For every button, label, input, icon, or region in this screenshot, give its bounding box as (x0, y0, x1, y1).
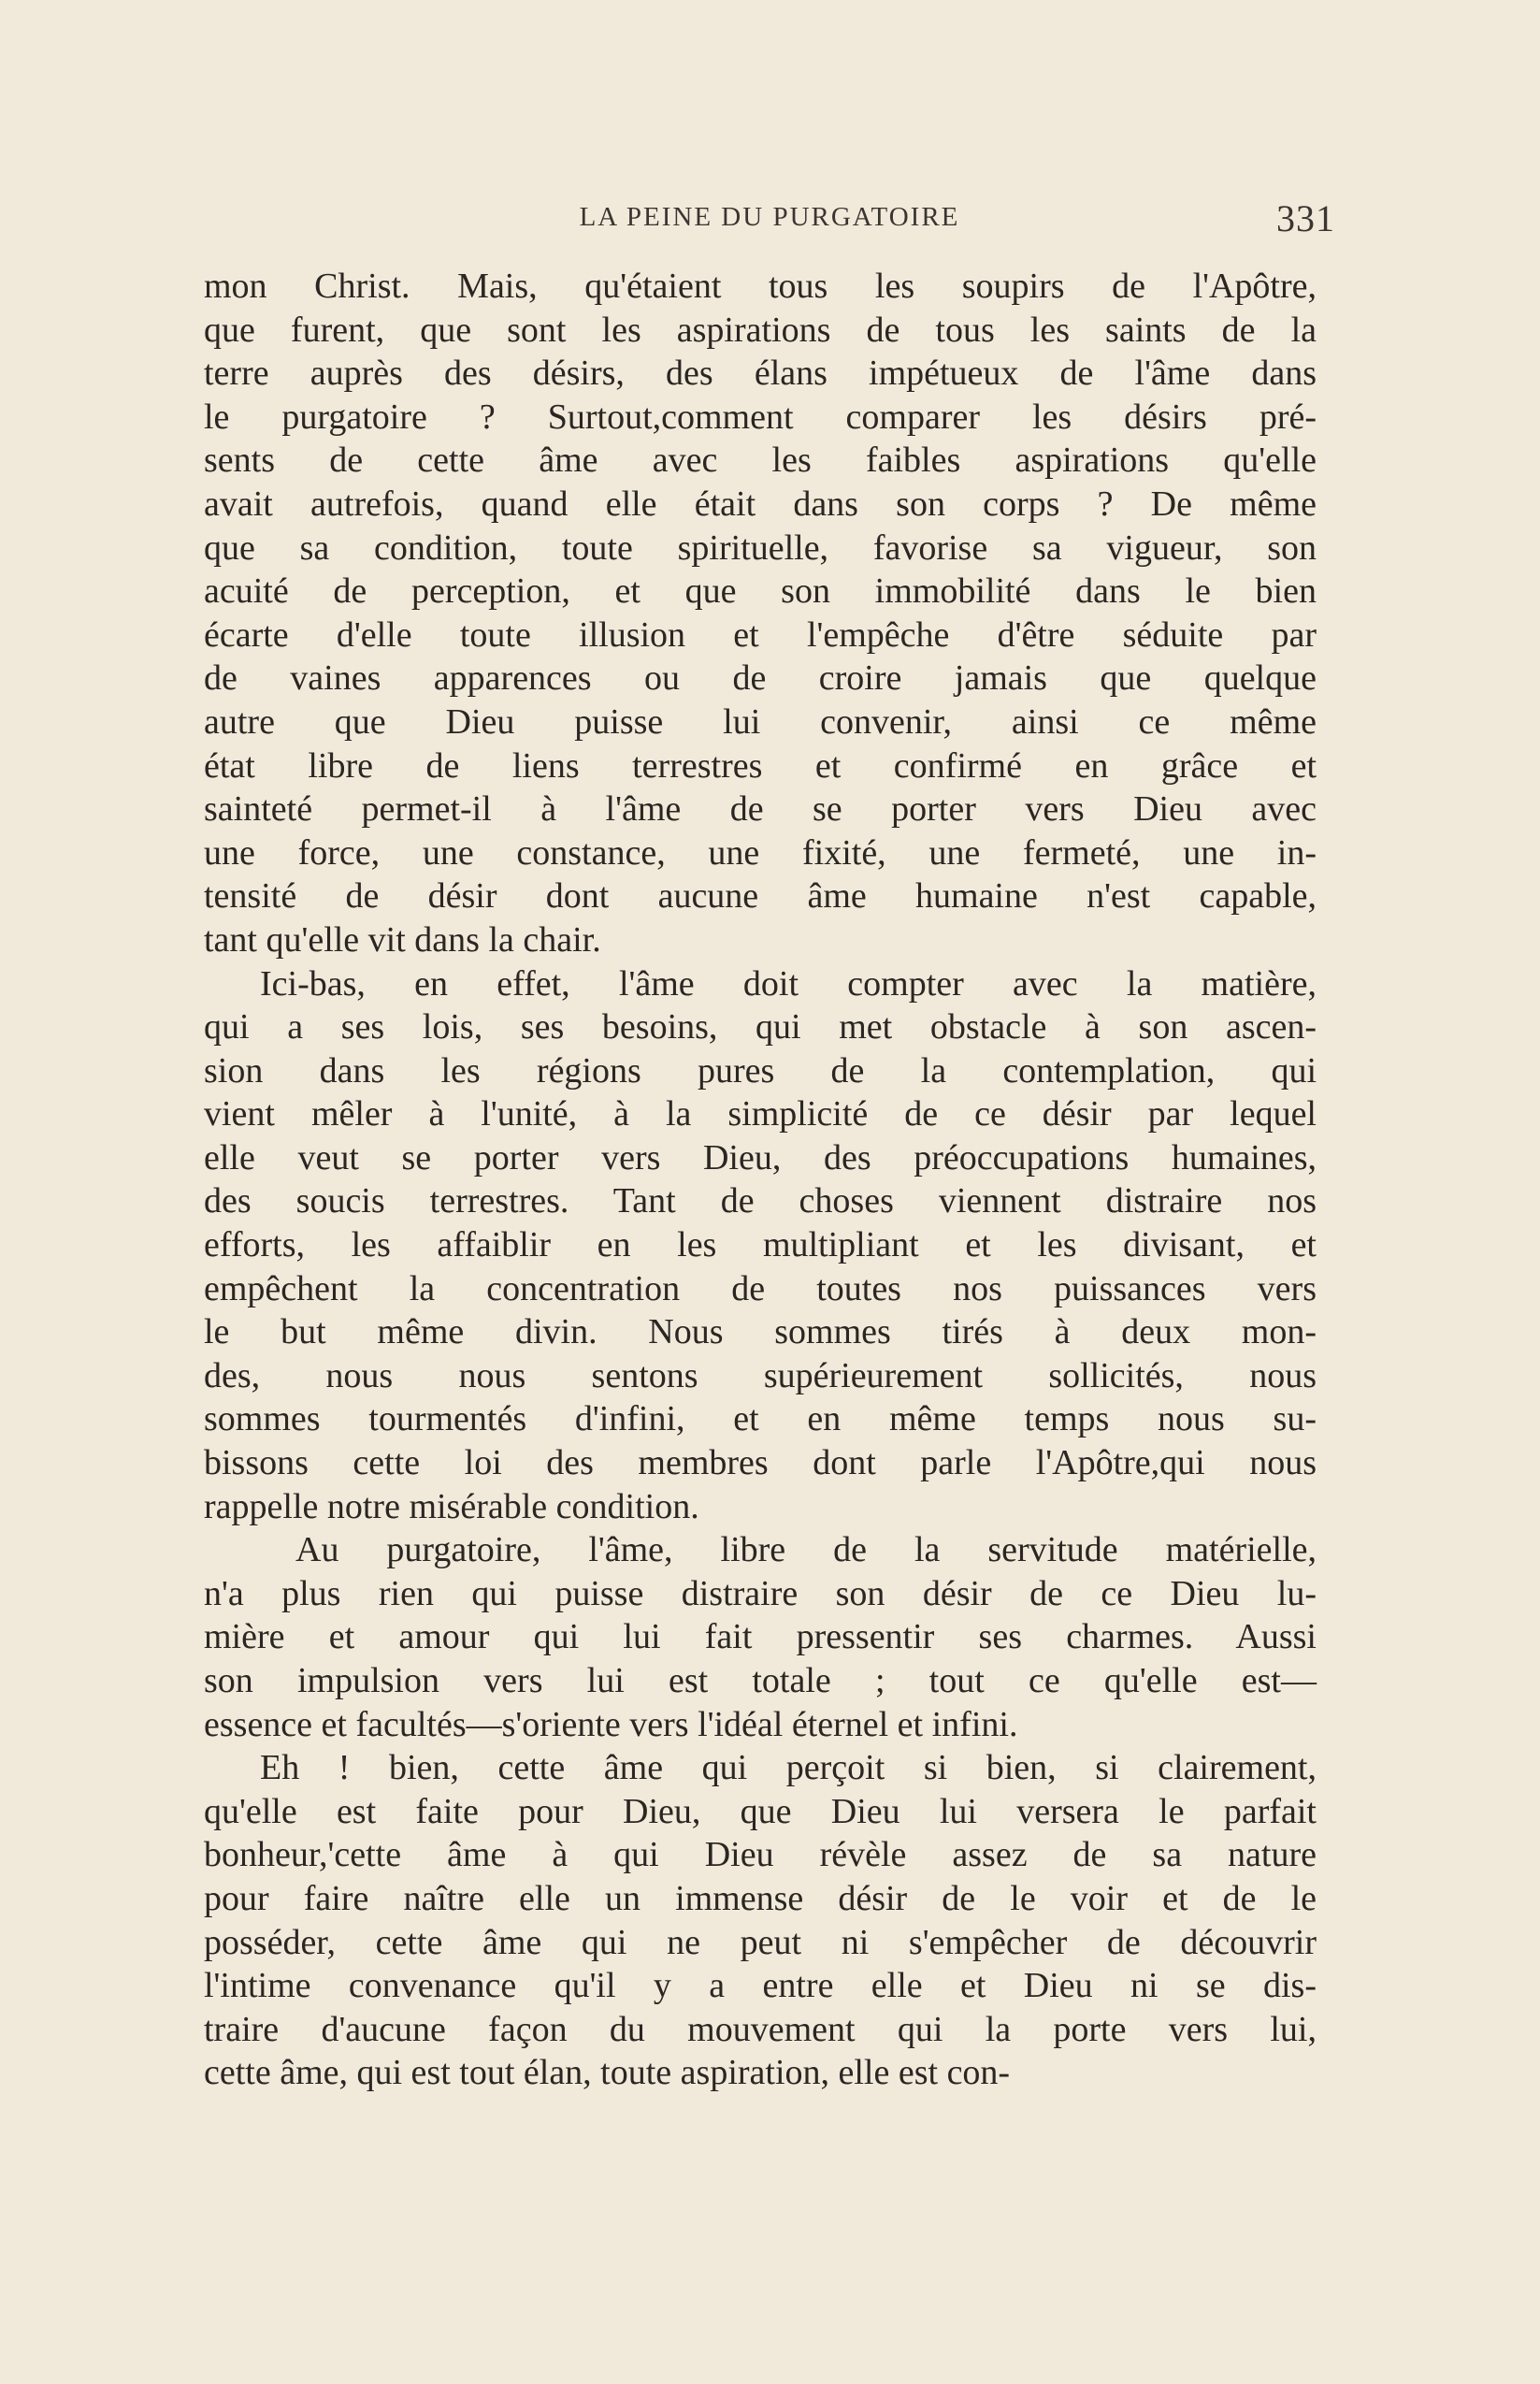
text-line: état libre de liens terrestres et confirmé en grâce et (204, 745, 1317, 786)
text-line: sainteté permet-il à l'âme de se porter vers Dieu avec (204, 789, 1317, 830)
text-line: une force, une constance, une fixité, une fermeté, une in- (204, 832, 1317, 873)
text-line: elle veut se porter vers Dieu, des préoccupations humaines, (204, 1137, 1317, 1178)
text-line: sommes tourmentés d'infini, et en même temps nous su- (204, 1399, 1317, 1439)
text-line: le but même divin. Nous sommes tirés à deux mon- (204, 1312, 1317, 1352)
text-line: écarte d'elle toute illusion et l'empêche d'être séduite par (204, 614, 1317, 655)
text-line: tensité de désir dont aucune âme humaine n'est capable, (204, 876, 1317, 917)
text-line: vient mêler à l'unité, à la simplicité de ce désir par lequel (204, 1094, 1317, 1134)
text-line: sents de cette âme avec les faibles aspirations qu'elle (204, 441, 1317, 481)
text-line: Au purgatoire, l'âme, libre de la servitude matérielle, (295, 1530, 1317, 1570)
page-number: 331 (1276, 197, 1335, 239)
text-line: posséder, cette âme qui ne peut ni s'empêcher de découvrir (204, 1922, 1317, 1962)
running-title: LA PEINE DU PURGATOIRE (579, 202, 960, 232)
text-line: mière et amour qui lui fait pressentir ses charmes. Aussi (204, 1617, 1317, 1657)
text-line: de vaines apparences ou de croire jamais que quelque (204, 658, 1317, 699)
paragraph (204, 1746, 1317, 2095)
text-line: le purgatoire ? Surtout,comment comparer les désirs pré- (204, 397, 1317, 437)
text-line: bissons cette loi des membres dont parle l'Apôtre,qui nous (204, 1443, 1317, 1483)
text-line: qui a ses lois, ses besoins, qui met obstacle à son ascen- (204, 1007, 1317, 1048)
text-line: mon Christ. Mais, qu'étaient tous les soupirs de l'Apôtre, (204, 267, 1317, 306)
text-line: que furent, que sont les aspirations de tous les saints de la (204, 310, 1317, 350)
paragraph (204, 265, 1317, 962)
text-line: son impulsion vers lui est totale ; tout ce qu'elle est— (204, 1661, 1317, 1700)
text-line: Ici-bas, en effet, l'âme doit compter avec la matière, (260, 963, 1317, 1004)
text-line: rappelle notre misérable condition. (204, 1486, 699, 1526)
text-line: avait autrefois, quand elle était dans son corps ? De même (204, 484, 1317, 524)
paragraph (204, 1528, 1317, 1746)
text-line: qu'elle est faite pour Dieu, que Dieu lui versera le parfait (204, 1791, 1317, 1831)
text-line: empêchent la concentration de toutes nos puissances vers (204, 1268, 1317, 1308)
text-line: Eh ! bien, cette âme qui perçoit si bien, si clairement, (260, 1748, 1317, 1788)
text-line: bonheur,'cette âme à qui Dieu révèle assez de sa nature (204, 1835, 1317, 1875)
text-line: efforts, les affaiblir en les multipliant et les divisant, et (204, 1225, 1317, 1265)
text-line: sion dans les régions pures de la contemplation, qui (204, 1050, 1317, 1091)
text-line: l'intime convenance qu'il y a entre elle et Dieu ni se dis- (204, 1966, 1317, 2006)
text-line: traire d'aucune façon du mouvement qui la porte vers lui, (204, 2009, 1317, 2049)
page-header (204, 196, 1335, 243)
text-line: essence et facultés—s'oriente vers l'idéal éternel et infini. (204, 1704, 1018, 1744)
text-line: cette âme, qui est tout élan, toute aspiration, elle est con- (204, 2053, 1011, 2093)
text-line: n'a plus rien qui puisse distraire son désir de ce Dieu lu- (204, 1573, 1317, 1613)
text-line: acuité de perception, et que son immobilité dans le bien (204, 571, 1317, 612)
text-line: pour faire naître elle un immense désir de le voir et de le (204, 1878, 1317, 1918)
text-line: des, nous nous sentons supérieurement sollicités, nous (204, 1355, 1317, 1395)
text-line: autre que Dieu puisse lui convenir, ainsi ce même (204, 701, 1317, 742)
paragraph (204, 962, 1317, 1529)
text-line: tant qu'elle vit dans la chair. (204, 919, 601, 960)
body-text (204, 265, 1317, 2095)
text-line: terre auprès des désirs, des élans impétueux de l'âme dans (204, 354, 1317, 394)
text-line: des soucis terrestres. Tant de choses viennent distraire nos (204, 1181, 1317, 1221)
text-line: que sa condition, toute spirituelle, favorise sa vigueur, son (204, 527, 1317, 568)
